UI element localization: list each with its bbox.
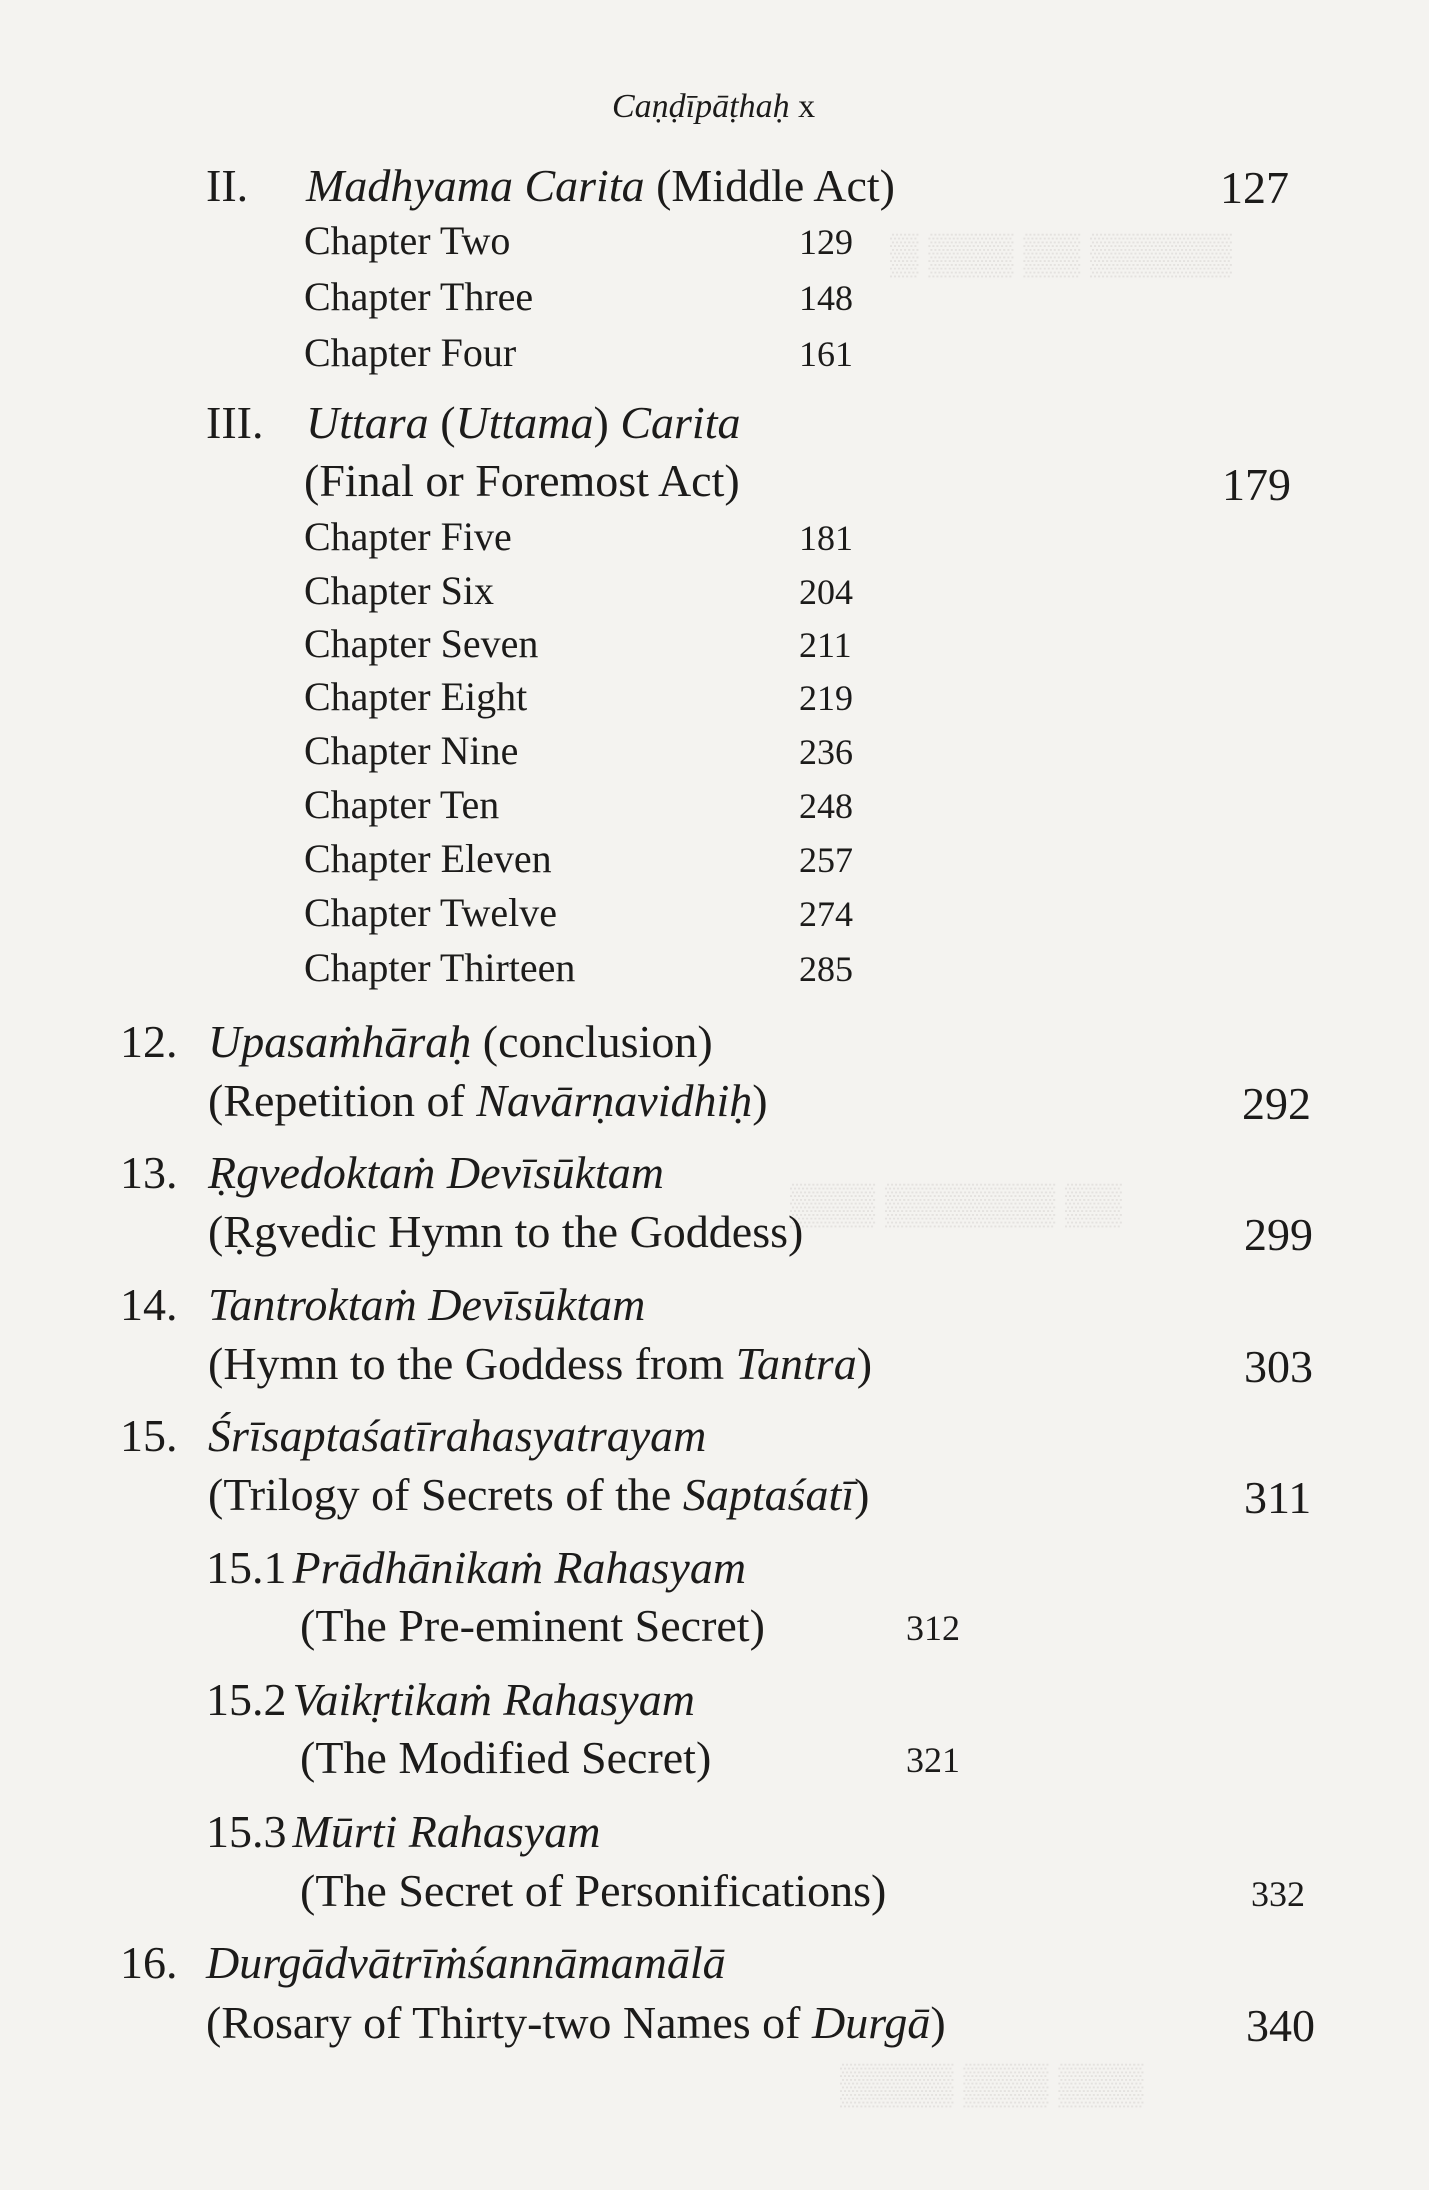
chapter-page: 285 bbox=[799, 949, 853, 989]
toc-subentry-page: 321 bbox=[906, 1740, 960, 1780]
toc-subentry-title: 15.1 Prādhānikaṁ Rahasyam bbox=[206, 1542, 747, 1593]
header-title: Caṇḍīpāṭhaḥ bbox=[612, 88, 790, 125]
chapter-label: Chapter Five bbox=[304, 514, 512, 559]
running-header bbox=[612, 90, 815, 124]
chapter-label: Chapter Twelve bbox=[304, 890, 558, 935]
chapter-page: 219 bbox=[799, 678, 853, 718]
toc-entry-subtitle: (Rosary of Thirty-two Names of Durgā) bbox=[206, 1997, 946, 2048]
toc-entry-subtitle: (Ṛgvedic Hymn to the Goddess) bbox=[208, 1206, 804, 1257]
toc-subentry-subtitle: (The Secret of Personifications) bbox=[300, 1865, 887, 1916]
toc-entry-title: Śrīsaptaśatīrahasyatrayam bbox=[208, 1410, 707, 1461]
toc-entry-title: Ṛgvedoktaṁ Devīsūktam bbox=[208, 1147, 665, 1198]
chapter-page: 181 bbox=[799, 518, 853, 558]
bleed-through-text: ▒▒▒▒ ▒▒▒ ▒▒▒ bbox=[840, 2061, 1144, 2106]
toc-subentry-title: 15.2 Vaikṛtikaṁ Rahasyam bbox=[206, 1674, 695, 1725]
toc-section-subtitle: (Final or Foremost Act) bbox=[304, 455, 740, 506]
toc-section-title: Uttara (Uttama) Carita bbox=[306, 397, 741, 448]
chapter-label: Chapter Two bbox=[304, 218, 511, 263]
chapter-label: Chapter Six bbox=[304, 568, 494, 613]
toc-subentry-page: 332 bbox=[1251, 1874, 1305, 1914]
toc-subentry-title: 15.3 Mūrti Rahasyam bbox=[206, 1806, 601, 1857]
toc-page-number: 127 bbox=[1220, 162, 1289, 213]
chapter-page: 236 bbox=[799, 732, 853, 772]
toc-section-title: Madhyama Carita (Middle Act) bbox=[306, 160, 896, 211]
toc-subentry-page: 312 bbox=[906, 1608, 960, 1648]
chapter-page: 148 bbox=[799, 278, 853, 318]
chapter-page: 129 bbox=[799, 222, 853, 262]
toc-subentry-subtitle: (The Modified Secret) bbox=[300, 1732, 712, 1783]
chapter-label: Chapter Eight bbox=[304, 674, 528, 719]
chapter-label: Chapter Three bbox=[304, 274, 534, 319]
bleed-through-text: ▒▒▒ ▒▒▒▒▒▒ ▒▒ bbox=[790, 1181, 1122, 1226]
bleed-through-text: ▒ ▒▒▒ ▒▒ ▒▒▒▒▒ bbox=[890, 231, 1232, 276]
toc-entry-subtitle: (Repetition of Navārṇavidhiḥ) bbox=[208, 1075, 768, 1126]
chapter-label: Chapter Eleven bbox=[304, 836, 552, 881]
chapter-page: 274 bbox=[799, 894, 853, 934]
toc-section-num: II. bbox=[206, 160, 249, 211]
chapter-label: Chapter Four bbox=[304, 330, 517, 375]
toc-entry-title: Durgādvātrīṁśannāmamālā bbox=[206, 1937, 726, 1988]
toc-section-num: III. bbox=[206, 397, 264, 448]
chapter-page: 248 bbox=[799, 786, 853, 826]
toc-entry-num: 16. bbox=[120, 1937, 178, 1988]
chapter-page: 204 bbox=[799, 572, 853, 612]
toc-entry-num: 13. bbox=[120, 1147, 178, 1198]
toc-entry-subtitle: (Trilogy of Secrets of the Saptaśatī) bbox=[208, 1469, 870, 1520]
toc-entry-title: Tantroktaṁ Devīsūktam bbox=[208, 1279, 646, 1330]
toc-page-number: 292 bbox=[1242, 1078, 1311, 1129]
toc-entry-num: 15. bbox=[120, 1410, 178, 1461]
toc-entry-subtitle: (Hymn to the Goddess from Tantra) bbox=[208, 1338, 873, 1389]
toc-entry-title: Upasaṁhāraḥ (conclusion) bbox=[208, 1016, 713, 1067]
toc-entry-num: 12. bbox=[120, 1016, 178, 1067]
chapter-page: 257 bbox=[799, 840, 853, 880]
chapter-label: Chapter Ten bbox=[304, 782, 500, 827]
toc-page-number: 311 bbox=[1244, 1472, 1312, 1523]
chapter-page: 161 bbox=[799, 334, 853, 374]
toc-subentry-subtitle: (The Pre-eminent Secret) bbox=[300, 1600, 765, 1651]
toc-page-number: 340 bbox=[1246, 2000, 1315, 2051]
chapter-label: Chapter Thirteen bbox=[304, 945, 576, 990]
toc-page-number: 299 bbox=[1244, 1209, 1313, 1260]
toc-entry-num: 14. bbox=[120, 1279, 178, 1330]
chapter-page: 211 bbox=[799, 625, 852, 665]
toc-page-number: 303 bbox=[1244, 1341, 1313, 1392]
chapter-label: Chapter Seven bbox=[304, 621, 539, 666]
header-page-number: x bbox=[798, 88, 816, 125]
toc-page-number: 179 bbox=[1222, 459, 1291, 510]
chapter-label: Chapter Nine bbox=[304, 728, 519, 773]
